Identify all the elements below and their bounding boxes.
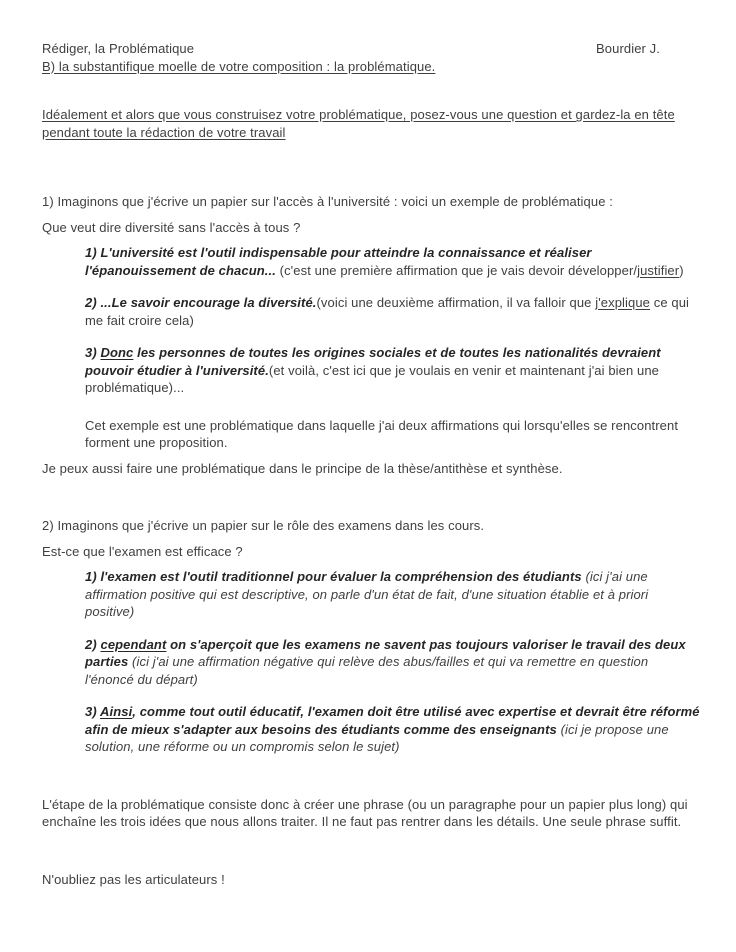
- text-segment: , comme tout outil éducatif, l'examen doit être utilisé avec expertise et devrait être réformé afin de mieux s'adapter aux besoins des étudiants comme des enseignants: [85, 704, 700, 737]
- text-segment: 1) l'examen est l'outil traditionnel pour évaluer la compréhension des étudiants: [85, 569, 586, 584]
- text-segment: L'étape de la problématique consiste donc à créer une phrase (ou un paragraphe pour un papier plus long) qui enchaîne les trois idées que nous allons traiter. Il ne faut pas rentrer dans les détails. Une seule phrase suffit.: [42, 796, 688, 829]
- text-segment: Je peux aussi faire une problématique dans le principe de la thèse/antithèse et synthèse.: [42, 460, 563, 476]
- intro-note: Idéalement et alors que vous construisez votre problématique, posez-vous une question et gardez-la en tête pendant toute la rédaction de votre travail: [42, 107, 675, 140]
- text-segment: ): [679, 262, 684, 278]
- text-segment: j'explique: [595, 295, 651, 310]
- text-segment: (c'est une première affirmation que je vais devoir développer/: [275, 262, 638, 278]
- text-segment: 3): [85, 345, 101, 360]
- closing-advice: [42, 796, 700, 831]
- example2-item-1: [85, 568, 700, 621]
- example1-question: [42, 219, 700, 237]
- text-segment: Ainsi: [100, 704, 133, 719]
- text-segment: 3): [85, 704, 100, 719]
- text-segment: (voici une deuxième affirmation, il va falloir que: [316, 295, 596, 310]
- section-heading: B) la substantifique moelle de votre composition : la problématique.: [42, 58, 436, 74]
- example2-intro: [42, 517, 700, 535]
- example2-item-2: [85, 636, 700, 689]
- text-segment: les personnes de toutes les origines sociales et de toutes les nationalités devraient pouvoir étudier à l'université.: [85, 345, 661, 378]
- document-body: [42, 193, 700, 888]
- text-segment: Que veut dire diversité sans l'accès à tous ?: [42, 219, 301, 235]
- example1-item-2: [85, 294, 700, 329]
- text-segment: (ici j'ai une affirmation négative qui relève des abus/failles et qui va remettre en question l'énoncé du départ): [85, 654, 649, 687]
- example1-item-1: [85, 244, 700, 279]
- example2-question: [42, 543, 700, 561]
- doc-title: Rédiger, la Problématique: [42, 41, 195, 56]
- text-segment: (ici j'ai une affirmation positive qui est descriptive, on parle d'un état de fait, d'une situation établie et à priori positive): [85, 569, 649, 619]
- articulators-reminder: [42, 871, 700, 889]
- text-segment: on s'aperçoit que les examens ne savent pas toujours valoriser le travail des deux parties: [85, 636, 686, 669]
- text-segment: cependant: [100, 636, 167, 652]
- text-segment: 2) Imaginons que j'écrive un papier sur le rôle des examens dans les cours.: [42, 518, 485, 533]
- text-segment: Donc: [100, 345, 134, 360]
- text-segment: (et voilà, c'est ici que je voulais en venir et maintenant j'ai bien une problématique)...: [85, 362, 660, 395]
- text-segment: 1) L'université est l'outil indispensable pour atteindre la connaissance et réaliser l'épanouissement de chacun...: [85, 245, 592, 278]
- example1-intro: [42, 193, 700, 211]
- example2-item-3: [85, 703, 700, 756]
- text-segment: (ici je propose une solution, une réforme ou un compromis selon le sujet): [85, 721, 669, 754]
- text-segment: 2) ...Le savoir encourage la diversité.: [85, 295, 317, 310]
- text-segment: Est-ce que l'examen est efficace ?: [42, 543, 243, 559]
- text-segment: 2): [85, 636, 101, 652]
- text-segment: N'oubliez pas les articulateurs !: [42, 871, 225, 887]
- document-header: [42, 40, 700, 58]
- section-heading-row: [42, 58, 700, 76]
- text-segment: ce qui me fait croire cela): [85, 295, 690, 328]
- thesis-antithesis-note: [42, 460, 700, 478]
- text-segment: justifier: [637, 262, 680, 278]
- author-name: Bourdier J.: [596, 41, 660, 56]
- example1-conclusion: [85, 417, 700, 452]
- example1-item-3: [85, 344, 700, 397]
- text-segment: Cet exemple est une problématique dans laquelle j'ai deux affirmations qui lorsqu'elles se rencontrent forment une proposition.: [85, 417, 679, 450]
- text-segment: 1) Imaginons que j'écrive un papier sur l'accès à l'université : voici un exemple de problématique :: [42, 194, 613, 209]
